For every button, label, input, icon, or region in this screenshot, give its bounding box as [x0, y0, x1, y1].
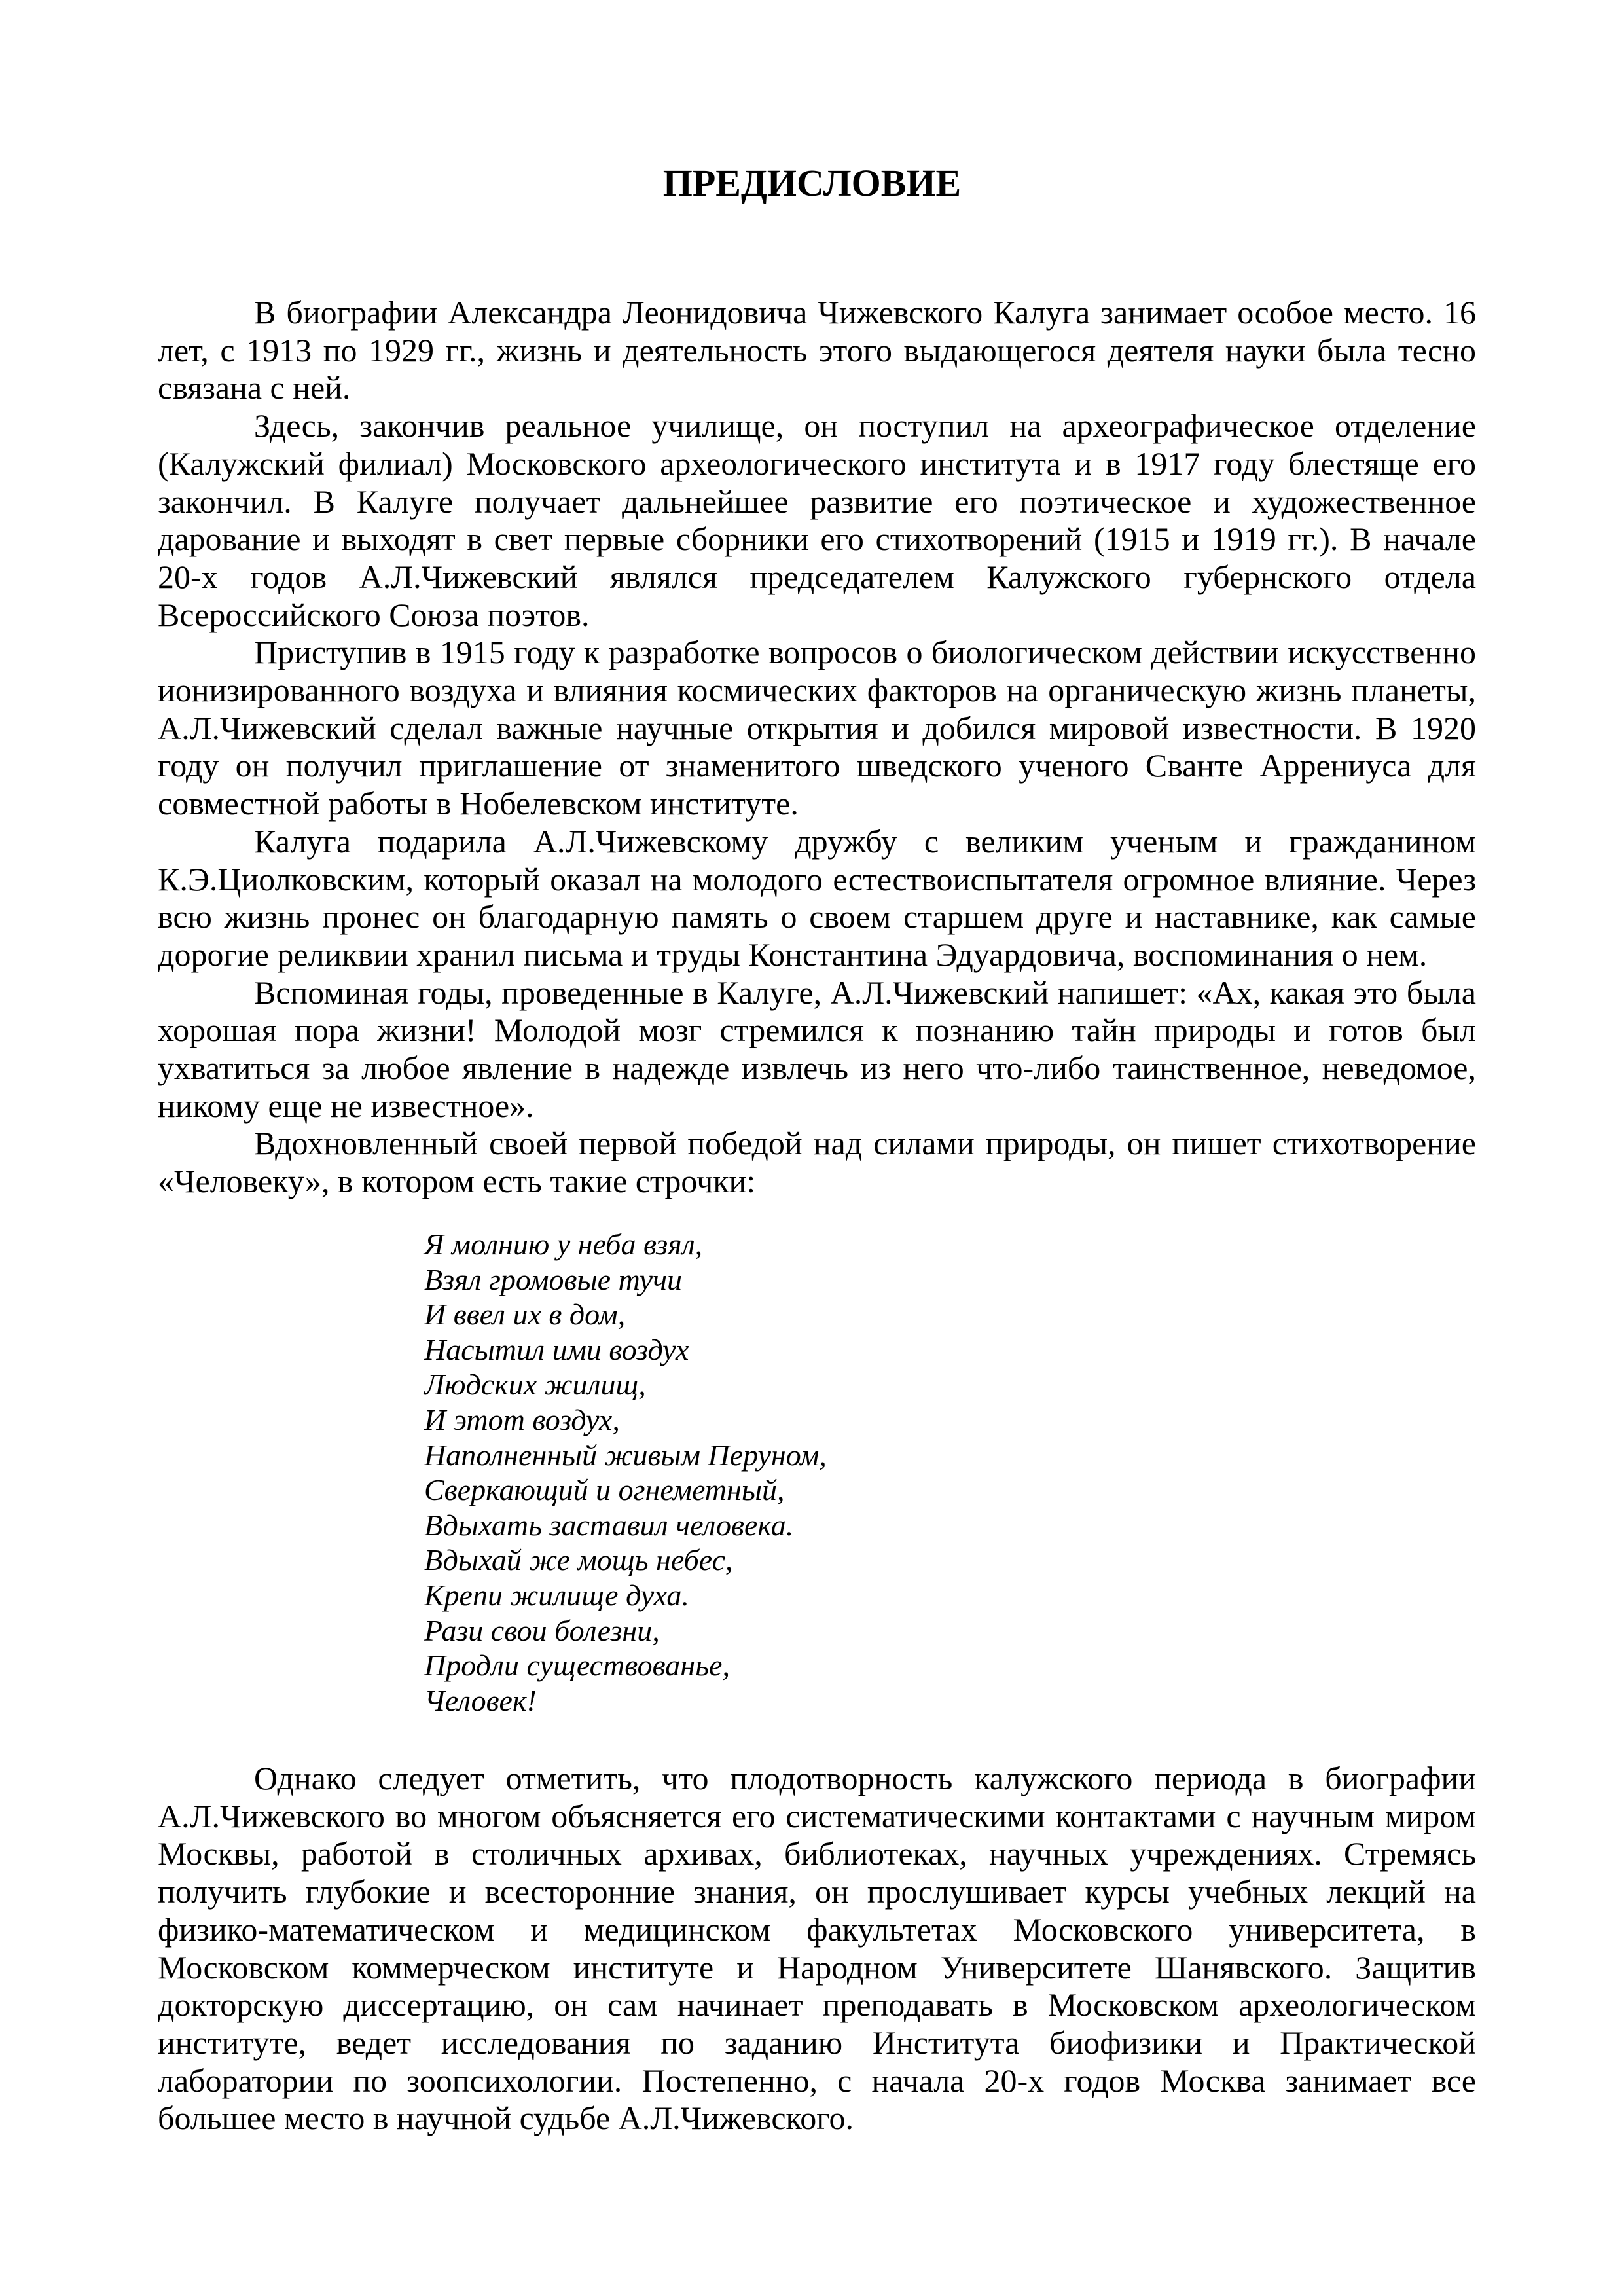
paragraph	[158, 407, 1476, 634]
body-text-bottom	[158, 1760, 1476, 2138]
text-line: большее место в научной судьбе А.Л.Чижевского.	[158, 2100, 854, 2137]
poem-line: Человек!	[424, 1683, 537, 1717]
poem-line: И ввел их в дом,	[424, 1298, 626, 1332]
poem-line: Я молнию у неба взял,	[424, 1228, 703, 1261]
text-line: дарование и выходят в свет первые сборники его стихотворений (1915 и 1919 гг.). В начале	[158, 520, 1476, 558]
text-line: Здесь, закончив реальное училище, он поступил на археографическое отделение	[254, 407, 1476, 445]
text-line: 20-х годов А.Л.Чижевский являлся председателем Калужского губернского отдела	[158, 558, 1476, 595]
text-line: связана с ней.	[158, 369, 351, 407]
poem-line: Крепи жилище духа.	[424, 1578, 689, 1612]
text-line: лаборатории по зоопсихологии. Постепенно, с начала 20-х годов Москва занимает все	[158, 2062, 1476, 2099]
text-line: Московском коммерческом институте и Народном Университете Шанявского. Защитив	[158, 1948, 1476, 1986]
poem-line: Вдыхай же мощь небес,	[424, 1543, 733, 1577]
text-line: институте, ведет исследования по заданию Института биофизики и Практической	[158, 2024, 1476, 2061]
body-text-top	[158, 294, 1476, 1201]
paragraph	[158, 823, 1476, 974]
poem-line: Взял громовые тучи	[424, 1262, 683, 1296]
text-line: Приступив в 1915 году к разработке вопросов о биологическом действии искусственно	[254, 634, 1476, 671]
text-line: докторскую диссертацию, он сам начинает преподавать в Московском археологическом	[158, 1986, 1476, 2024]
poem-line: Насытил ими воздух	[424, 1332, 689, 1366]
paragraph	[158, 1760, 1476, 2138]
text-line: совместной работы в Нобелевском институте.	[158, 785, 799, 822]
text-line: всю жизнь пронес он благодарную память о своем старшем друге и наставнике, как самые	[158, 898, 1476, 936]
text-line: В биографии Александра Леонидовича Чижевского Калуга занимает особое место. 16	[254, 294, 1476, 331]
text-line: лет, с 1913 по 1929 гг., жизнь и деятельность этого выдающегося деятеля науки была тесно	[158, 331, 1476, 369]
text-line: А.Л.Чижевского во многом объясняется его систематическими контактами с научным миром	[158, 1797, 1476, 1834]
text-line: хорошая пора жизни! Молодой мозг стремился к познанию тайн природы и готов был	[158, 1011, 1476, 1049]
poem-line: Людских жилищ,	[424, 1368, 646, 1402]
paragraph	[158, 294, 1476, 407]
paragraph	[158, 974, 1476, 1125]
text-line: никому еще не известное».	[158, 1087, 534, 1124]
poem-line: Сверкающий и огнеметный,	[424, 1473, 785, 1507]
paragraph	[158, 1125, 1476, 1200]
text-line: ионизированного воздуха и влияния космических факторов на органическую жизнь планеты,	[158, 672, 1476, 709]
text-line: ухватиться за любое явление в надежде извлечь из него что-либо таинственное, неведомое,	[158, 1049, 1476, 1087]
text-line: Вдохновленный своей первой победой над силами природы, он пишет стихотворение	[254, 1125, 1476, 1162]
poem-line: Продли существованье,	[424, 1649, 730, 1683]
paragraph	[158, 634, 1476, 823]
poem	[424, 1227, 827, 1718]
text-line: физико-математическом и медицинском факультетах Московского университета, в	[158, 1910, 1476, 1948]
poem-line: Наполненный живым Перуном,	[424, 1438, 827, 1472]
text-line: (Калужский филиал) Московского археологического института и в 1917 году блестяще его	[158, 445, 1476, 482]
poem-line: Рази свои болезни,	[424, 1613, 660, 1647]
text-line: «Человеку», в котором есть такие строчки:	[158, 1163, 756, 1200]
text-line: закончил. В Калуге получает дальнейшее развитие его поэтическое и художественное	[158, 483, 1476, 520]
text-line: году он получил приглашение от знаменитого шведского ученого Сванте Аррениуса для	[158, 747, 1476, 784]
text-line: получить глубокие и всесторонние знания, он прослушивает курсы учебных лекций на	[158, 1873, 1476, 1910]
poem-line: И этот воздух,	[424, 1402, 620, 1436]
text-line: Вспоминая годы, проведенные в Калуге, А.Л.Чижевский напишет: «Ах, какая это была	[254, 974, 1476, 1011]
text-line: Калуга подарила А.Л.Чижевскому дружбу с великим ученым и гражданином	[254, 822, 1476, 860]
text-line: А.Л.Чижевский сделал важные научные открытия и добился мировой известности. В 1920	[158, 709, 1476, 746]
text-line: дорогие реликвии хранил письма и труды Константина Эдуардовича, воспоминания о нем.	[158, 936, 1428, 973]
text-line: Однако следует отметить, что плодотворность калужского периода в биографии	[254, 1760, 1476, 1796]
text-line: Всероссийского Союза поэтов.	[158, 596, 590, 633]
page-title: ПРЕДИСЛОВИЕ	[662, 162, 962, 204]
text-line: К.Э.Циолковским, который оказал на молодого естествоиспытателя огромное влияние. Через	[158, 860, 1476, 898]
text-line: Москвы, работой в столичных архивах, библиотеках, научных учреждениях. Стремясь	[158, 1835, 1476, 1872]
poem-line: Вдыхать заставил человека.	[424, 1508, 794, 1542]
